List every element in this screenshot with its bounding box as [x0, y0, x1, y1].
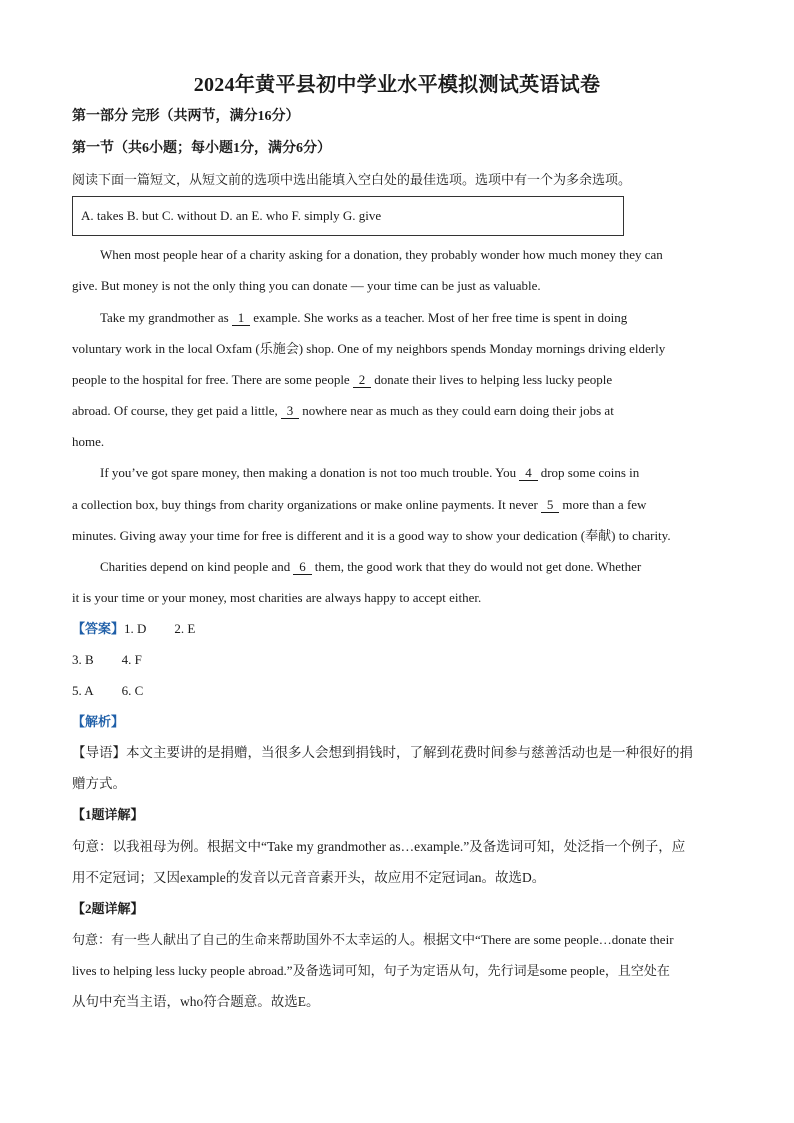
- passage-line: [100, 464, 722, 482]
- analysis-line: 【导语】本文主要讲的是捐赠，当很多人会想到捐钱时，了解到花费时间参与慈善活动也是一种很好的捐: [72, 745, 693, 760]
- q2-heading: 【2题详解】: [72, 901, 144, 916]
- analysis-line: 句意：有一些人献出了自己的生命来帮助国外不太幸运的人。根据文中“There are some people…donate their: [72, 932, 674, 947]
- passage-line: home.: [72, 434, 105, 449]
- answer-item: 3. B: [72, 652, 94, 667]
- passage-line: [100, 309, 722, 327]
- passage-text: drop some coins in: [540, 465, 640, 480]
- answer-item: 1. D: [124, 621, 147, 636]
- analysis-line: lives to helping less lucky people abroad.”及备选词可知，句子为定语从句，先行词是some people，且空处在: [72, 963, 670, 978]
- passage-text: nowhere near as much as they could earn doing their jobs at: [302, 403, 614, 418]
- passage-text: donate their lives to helping less lucky people: [374, 372, 613, 387]
- blank-3: 3: [281, 404, 300, 419]
- part1-heading: 第一部分 完形（共两节，满分16分）: [72, 109, 300, 124]
- answer-item: 4. F: [121, 652, 142, 667]
- passage-line: minutes. Giving away your time for free is different and it is a good way to show your dedication (奉献) to charity.: [72, 528, 671, 543]
- passage-line: When most people hear of a charity asking for a donation, they probably wonder how much money they can: [100, 247, 663, 262]
- answer-item: 2. E: [174, 621, 196, 636]
- q1-heading: 【1题详解】: [72, 807, 144, 822]
- analysis-line: 从句中充当主语，who符合题意。故选E。: [72, 994, 320, 1009]
- passage-text: a collection box, buy things from charity organizations or make online payments. It never: [72, 497, 538, 512]
- analysis-line: 赠方式。: [72, 776, 126, 791]
- passage-line: give. But money is not the only thing you can donate — your time can be just as valuable.: [72, 278, 541, 293]
- answer-item: 6. C: [121, 683, 144, 698]
- options-box: A. takes B. but C. without D. an E. who F. simply G. give: [72, 196, 624, 236]
- page-title: 2024年黄平县初中学业水平模拟测试英语试卷: [193, 74, 601, 96]
- passage-text: them, the good work that they do would not get done. Whether: [314, 559, 642, 574]
- section1-heading: 第一节（共6小题；每小题1分，满分6分）: [72, 141, 331, 156]
- answer-line: [72, 651, 722, 669]
- passage-line: it is your time or your money, most charities are always happy to accept either.: [72, 590, 482, 605]
- blank-2: 2: [353, 373, 372, 388]
- passage-text: example. She works as a teacher. Most of her free time is spent in doing: [253, 310, 628, 325]
- passage-text: Charities depend on kind people and: [100, 559, 291, 574]
- answer-label: 【答案】: [72, 621, 125, 636]
- answer-item: 5. A: [72, 683, 94, 698]
- passage-text: Take my grandmother as: [100, 310, 229, 325]
- answer-line: [72, 682, 722, 700]
- blank-6: 6: [293, 560, 312, 575]
- passage-text: If you’ve got spare money, then making a donation is not too much trouble. You: [100, 465, 517, 480]
- answer-line: [72, 620, 722, 638]
- analysis-line: 用不定冠词；又因example的发音以元音音素开头，故应用不定冠词an。故选D。: [72, 870, 546, 885]
- blank-1: 1: [232, 311, 251, 326]
- passage-line: [72, 371, 722, 389]
- passage-line: [72, 496, 722, 514]
- passage-text: more than a few: [562, 497, 647, 512]
- passage-text: people to the hospital for free. There are some people: [72, 372, 350, 387]
- analysis-label: 【解析】: [72, 714, 125, 729]
- analysis-line: 句意：以我祖母为例。根据文中“Take my grandmother as…example.”及备选词可知，处泛指一个例子，应: [72, 839, 686, 854]
- passage-line: [100, 558, 722, 576]
- blank-5: 5: [541, 498, 560, 513]
- passage-line: voluntary work in the local Oxfam (乐施会) shop. One of my neighbors spends Monday mornings driving elderly: [72, 341, 666, 356]
- passage-line: [72, 402, 722, 420]
- passage-text: abroad. Of course, they get paid a little,: [72, 403, 278, 418]
- blank-4: 4: [519, 466, 538, 481]
- instruction-text: 阅读下面一篇短文，从短文前的选项中选出能填入空白处的最佳选项。选项中有一个为多余选项。: [72, 172, 632, 187]
